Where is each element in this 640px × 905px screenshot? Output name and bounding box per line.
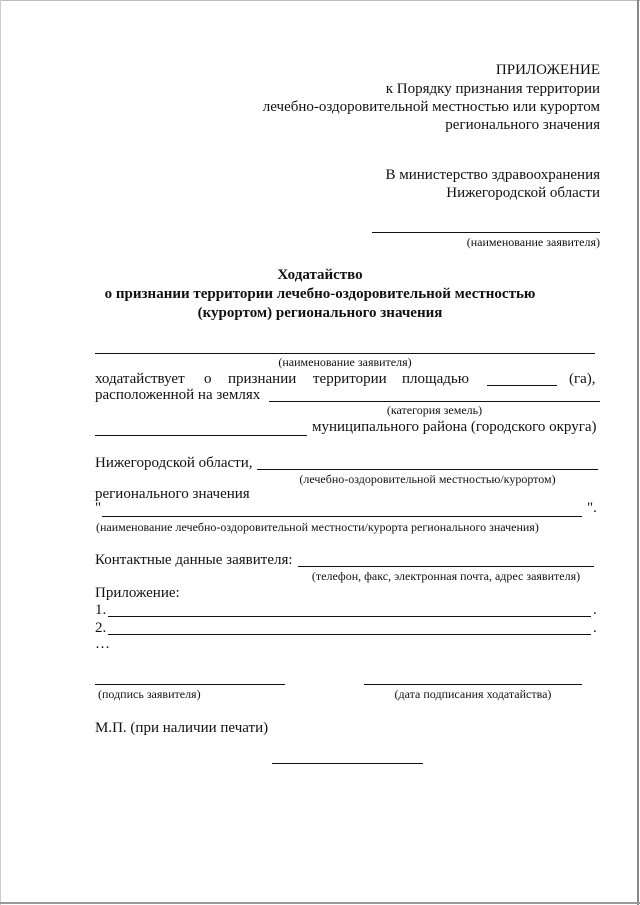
land-category-caption: (категория земель) <box>386 403 483 417</box>
document-title: Ходатайство <box>277 267 363 283</box>
attachment-item-2-end: . <box>593 620 597 636</box>
scan-edge-bottom <box>0 902 640 904</box>
territory-name-caption: (наименование лечебно-оздоровительной местности/курорта регионального значения) <box>96 520 539 534</box>
contacts-line <box>298 566 594 567</box>
petition-word-2: о <box>204 371 212 387</box>
petition-word-4: территории <box>313 371 387 387</box>
territory-type-line <box>257 469 598 470</box>
seal-label: М.П. (при наличии печати) <box>95 720 269 736</box>
located-on-label: расположенной на землях <box>95 387 261 403</box>
petition-word-1: ходатайствует <box>95 371 185 387</box>
petition-word-3: признании <box>228 371 297 387</box>
attachment-item-2-number: 2. <box>95 620 107 636</box>
body-applicant-line <box>95 353 595 354</box>
applicant-name-caption: (наименование заявителя) <box>466 235 600 249</box>
contacts-caption: (телефон, факс, электронная почта, адрес заявителя) <box>311 569 581 583</box>
area-unit: (га), <box>569 371 596 387</box>
attachment-item-1-line <box>108 616 591 617</box>
seal-line <box>272 763 423 764</box>
area-value-line <box>487 385 557 386</box>
scan-edge-top <box>0 0 640 1</box>
contacts-label: Контактные данные заявителя: <box>95 552 293 568</box>
signature-caption: (подпись заявителя) <box>98 687 201 701</box>
regional-label: регионального значения <box>95 486 250 502</box>
appendix-line-3: регионального значения <box>445 117 600 133</box>
district-label: муниципального района (городского округа) <box>312 419 597 435</box>
signature-line <box>95 684 285 685</box>
appendix-line-1: к Порядку признания территории <box>385 81 600 97</box>
quote-open: " <box>95 500 102 516</box>
territory-type-caption: (лечебно-оздоровительной местностью/курортом) <box>299 472 556 486</box>
attachment-label: Приложение: <box>95 585 180 601</box>
land-category-line <box>269 401 600 402</box>
addressee-line-2: Нижегородской области <box>446 185 600 201</box>
scan-edge-left <box>0 0 1 905</box>
applicant-name-line <box>372 232 600 233</box>
attachment-item-1-number: 1. <box>95 602 107 618</box>
date-line <box>364 684 582 685</box>
appendix-line-2: лечебно-оздоровительной местностью или курортом <box>262 99 600 115</box>
body-applicant-caption: (наименование заявителя) <box>278 355 412 369</box>
attachment-ellipsis: … <box>95 636 110 652</box>
territory-name-line <box>102 516 582 517</box>
scan-edge-right <box>637 0 639 905</box>
district-name-line <box>95 435 307 436</box>
addressee-line-1: В министерство здравоохранения <box>385 167 600 183</box>
document-title-line-3: (курортом) регионального значения <box>197 305 443 321</box>
attachment-item-2-line <box>108 634 591 635</box>
appendix-heading: ПРИЛОЖЕНИЕ <box>495 62 600 78</box>
region-label: Нижегородской области, <box>95 455 253 471</box>
quote-close: ". <box>587 500 597 516</box>
attachment-item-1-end: . <box>593 602 597 618</box>
date-caption: (дата подписания ходатайства) <box>394 687 552 701</box>
document-title-line-2: о признании территории лечебно-оздоровительной местностью <box>104 286 536 302</box>
petition-word-5: площадью <box>402 371 469 387</box>
